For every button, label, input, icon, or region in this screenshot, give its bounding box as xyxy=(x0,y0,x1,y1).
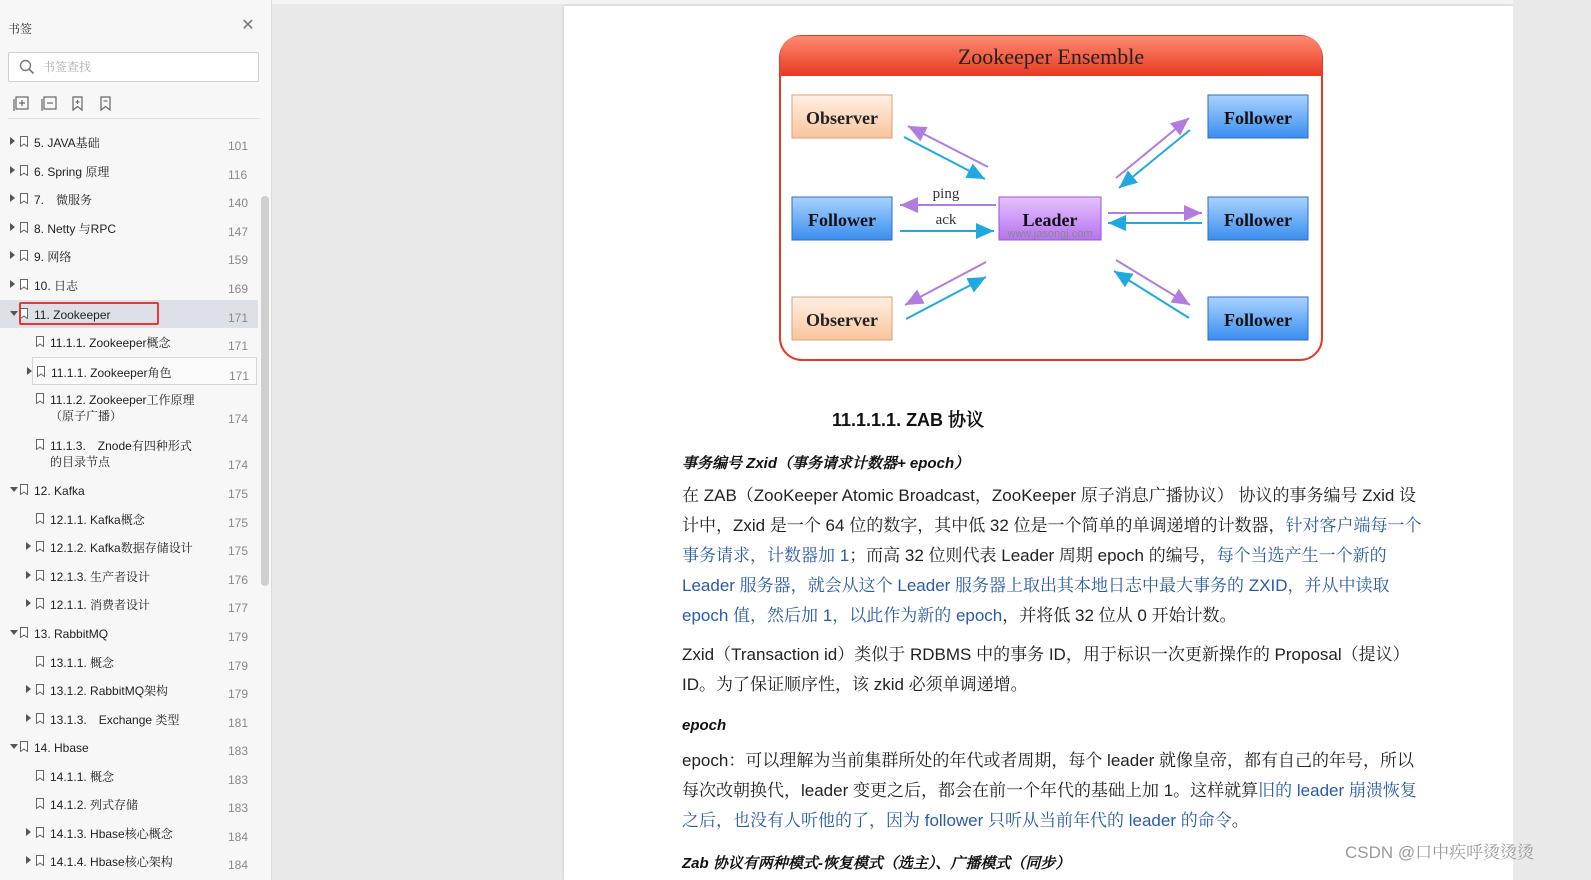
observer-node-top xyxy=(792,95,892,138)
bookmark-item[interactable] xyxy=(0,762,258,790)
bookmark-item[interactable] xyxy=(0,476,258,504)
epoch-subheading: epoch xyxy=(682,717,727,734)
bookmark-page-number: 179 xyxy=(228,630,249,644)
sidebar-header xyxy=(0,14,272,42)
bookmark-label: 13.1.1. 概念 xyxy=(50,656,115,670)
document-viewer xyxy=(272,0,1591,880)
bookmark-page-number: 175 xyxy=(228,544,249,558)
bookmark-item[interactable] xyxy=(0,790,258,818)
bookmark-label: 8. Netty 与RPC xyxy=(34,222,117,236)
bookmark-page-number: 183 xyxy=(228,773,249,787)
bookmark-flag-icon xyxy=(20,250,28,261)
chevron-right-icon[interactable] xyxy=(10,280,15,288)
bookmark-sidebar xyxy=(0,0,272,880)
bookmark-flag-icon xyxy=(36,513,44,524)
chevron-right-icon[interactable] xyxy=(26,599,31,607)
bookmark-page-number: 183 xyxy=(228,744,249,758)
leader-label: Leader xyxy=(1022,210,1078,230)
bookmark-page-number: 176 xyxy=(228,573,249,587)
zxid-text-b: 针对客户端每一个事务请求，计数器加 1 xyxy=(682,516,1422,565)
epoch-text-a: epoch：可以理解为当前集群所处的年代或者周期，每个 leader 就像皇帝，都有自己的年号，所以每次改朝换代，leader 变更之后，都会在前一个年代的基础上加 1。这样就算 xyxy=(682,751,1415,800)
bookmark-label: 12.1.1. 消费者设计 xyxy=(50,598,151,612)
bookmark-flag-icon xyxy=(36,713,44,724)
bookmark-flag-icon xyxy=(20,193,28,204)
bookmark-item[interactable] xyxy=(0,157,258,185)
observer-label-top: Observer xyxy=(806,108,878,128)
bookmark-flag-icon xyxy=(20,165,28,176)
bookmark-label: 14.1.3. Hbase核心概念 xyxy=(50,827,173,841)
pdf-page xyxy=(564,6,1513,880)
chevron-right-icon[interactable] xyxy=(26,856,31,864)
bookmark-label: 12.1.2. Kafka数据存储设计 xyxy=(50,541,193,555)
viewer-top-edge xyxy=(272,0,1591,4)
chevron-right-icon[interactable] xyxy=(26,571,31,579)
bookmark-page-number: 177 xyxy=(228,601,249,615)
bookmark-item[interactable] xyxy=(0,819,258,847)
bookmark-page-number: 101 xyxy=(228,139,249,153)
epoch-text-c: 。 xyxy=(1231,811,1249,830)
bookmark-flag-icon xyxy=(20,136,28,147)
bookmark-label: 12.1.1. Kafka概念 xyxy=(50,513,145,527)
chevron-down-icon[interactable] xyxy=(10,487,18,492)
bookmark-page-number: 116 xyxy=(228,168,248,182)
bookmark-label: 12. Kafka xyxy=(34,484,85,498)
bookmark-flag-icon xyxy=(20,627,28,638)
bookmark-page-number: 179 xyxy=(228,687,249,701)
bookmark-flag-icon xyxy=(36,656,44,667)
zxid-text-a: 在 ZAB（ZooKeeper Atomic Broadcast，ZooKeeper 原子消息广播协议） 协议的事务编号 Zxid 设计中，Zxid 是一个 64 位的数字，其中低 32 位是一个简单的单调递增的计数器， xyxy=(682,486,1417,535)
zab-modes-subheading: Zab 协议有两种模式-恢复模式（选主）、广播模式（同步） xyxy=(682,855,1071,872)
bookmark-label: 13. RabbitMQ xyxy=(34,627,109,641)
bookmark-page-number: 174 xyxy=(228,412,249,426)
sidebar-divider xyxy=(8,118,260,119)
ping-label: ping xyxy=(932,186,960,202)
bookmark-item[interactable] xyxy=(0,733,258,761)
bookmark-label: 11.1.1. Zookeeper概念 xyxy=(50,336,171,350)
zxid-text-c: ；而高 32 位则代表 Leader 周期 epoch 的编号， xyxy=(849,546,1217,565)
bookmark-item[interactable] xyxy=(0,847,258,875)
bookmark-flag-icon xyxy=(36,541,44,552)
bookmark-label: 13.1.2. RabbitMQ架构 xyxy=(50,684,169,698)
follower-label-bottom-right: Follower xyxy=(1224,310,1292,330)
bookmark-item[interactable] xyxy=(0,619,258,647)
bookmark-flag-icon xyxy=(36,598,44,609)
expand-all-icon[interactable] xyxy=(12,94,32,114)
bookmark-page-number: 181 xyxy=(228,716,249,730)
zookeeper-ensemble-diagram xyxy=(778,34,1324,364)
bookmark-item[interactable] xyxy=(0,242,258,270)
chevron-down-icon[interactable] xyxy=(10,744,18,749)
sidebar-title: 书签 xyxy=(8,22,33,36)
bookmark-flag-icon xyxy=(36,827,44,838)
bookmark-label: 7. 微服务 xyxy=(34,193,93,207)
bookmark-label: 14.1.2. 列式存储 xyxy=(50,798,139,812)
chevron-right-icon[interactable] xyxy=(10,166,15,174)
follower-node-bottom-right xyxy=(1208,297,1308,340)
bookmark-page-number: 175 xyxy=(228,516,249,530)
bookmark-item[interactable] xyxy=(0,705,258,733)
bookmark-label: 9. 网络 xyxy=(34,250,72,264)
bookmark-page-number: 179 xyxy=(228,659,249,673)
follower-label-mid-right: Follower xyxy=(1224,210,1292,230)
bookmark-label: 6. Spring 原理 xyxy=(34,165,110,179)
follower-label-top-right: Follower xyxy=(1224,108,1292,128)
ack-label: ack xyxy=(935,212,957,228)
bookmark-page-number: 183 xyxy=(228,801,249,815)
chevron-right-icon[interactable] xyxy=(26,685,31,693)
observer-node-bottom xyxy=(792,297,892,340)
bookmark-label: 5. JAVA基础 xyxy=(34,136,100,150)
follower-label-left: Follower xyxy=(808,210,876,230)
bookmark-flag-icon xyxy=(36,393,44,404)
bookmark-page-number: 169 xyxy=(228,282,249,296)
observer-label-bottom: Observer xyxy=(806,310,878,330)
zxid-paragraph xyxy=(682,481,1427,631)
chevron-right-icon[interactable] xyxy=(10,223,15,231)
chevron-down-icon[interactable] xyxy=(10,630,18,635)
bookmark-page-number: 171 xyxy=(228,339,249,353)
collapse-all-icon[interactable] xyxy=(40,94,60,114)
bookmark-page-number: 171 xyxy=(228,311,249,325)
bookmark-item[interactable] xyxy=(0,590,258,618)
sidebar-scrollbar[interactable] xyxy=(261,196,269,586)
bookmark-flag-icon xyxy=(36,439,44,450)
bookmark-label: 11.1.1. Zookeeper角色 xyxy=(51,366,172,380)
bookmark-page-number: 174 xyxy=(228,458,249,472)
diagram-title: Zookeeper Ensemble xyxy=(957,44,1145,69)
bookmark-flag-icon xyxy=(20,279,28,290)
follower-node-top-right xyxy=(1208,95,1308,138)
bookmark-flag-icon xyxy=(36,770,44,781)
bookmark-item[interactable] xyxy=(0,271,258,299)
zxid-subheading: 事务编号 Zxid（事务请求计数器+ epoch） xyxy=(682,455,970,472)
bookmark-item[interactable] xyxy=(0,562,258,590)
chevron-right-icon[interactable] xyxy=(27,367,32,375)
bookmark-label: 14. Hbase xyxy=(34,741,89,755)
bookmark-search-input[interactable] xyxy=(43,58,248,76)
bookmark-flag-icon xyxy=(20,308,28,319)
viewer-right-gutter xyxy=(1513,0,1591,880)
chevron-right-icon[interactable] xyxy=(10,251,15,259)
bookmark-label: 12.1.3. 生产者设计 xyxy=(50,570,151,584)
bookmark-flag-icon xyxy=(36,336,44,347)
epoch-paragraph xyxy=(682,746,1427,836)
chevron-right-icon[interactable] xyxy=(26,714,31,722)
bookmark-page-number: 147 xyxy=(228,225,249,239)
bookmark-icon[interactable] xyxy=(96,94,116,114)
bookmark-label: 11.1.3. Znode有四种形式的目录节点 xyxy=(50,439,192,469)
bookmark-page-number: 159 xyxy=(228,253,249,267)
bookmark-search-box[interactable] xyxy=(8,52,259,82)
chevron-right-icon[interactable] xyxy=(26,542,31,550)
bookmark-label: 10. 日志 xyxy=(34,279,79,293)
bookmark-page-number: 184 xyxy=(228,858,249,872)
follower-node-left xyxy=(792,197,892,240)
bookmark-page-number: 184 xyxy=(228,830,249,844)
bookmark-page-number: 175 xyxy=(228,487,249,501)
search-icon xyxy=(19,59,35,75)
close-icon[interactable]: ✕ xyxy=(241,17,255,34)
bookmark-label: 11.1.2. Zookeeper工作原理（原子广播） xyxy=(50,393,195,423)
chevron-down-icon[interactable] xyxy=(10,311,18,316)
leader-node xyxy=(999,197,1101,240)
bookmark-item[interactable] xyxy=(32,357,257,385)
chevron-right-icon[interactable] xyxy=(10,194,15,202)
add-bookmark-icon[interactable] xyxy=(68,94,88,114)
bookmark-item[interactable] xyxy=(0,128,258,156)
bookmark-flag-icon xyxy=(36,570,44,581)
csdn-watermark: CSDN @口中疾呼烫烫烫 xyxy=(1345,843,1535,862)
bookmark-label: 14.1.1. 概念 xyxy=(50,770,115,784)
bookmark-flag-icon xyxy=(36,855,44,866)
bookmark-item[interactable] xyxy=(0,300,258,328)
bookmark-item[interactable] xyxy=(0,385,258,429)
transaction-id-paragraph: Zxid（Transaction id）类似于 RDBMS 中的事务 ID，用于标识一次更新操作的 Proposal（提议）ID。为了保证顺序性，该 zkid 必须单调递增。 xyxy=(682,645,1410,694)
bookmark-flag-icon xyxy=(20,222,28,233)
bookmark-flag-icon xyxy=(36,684,44,695)
bookmark-page-number: 171 xyxy=(229,369,250,383)
bookmark-label: 11. Zookeeper xyxy=(34,308,111,322)
follower-node-mid-right xyxy=(1208,197,1308,240)
bookmark-item[interactable] xyxy=(0,185,258,213)
bookmark-flag-icon xyxy=(20,741,28,752)
bookmark-item[interactable] xyxy=(0,431,258,475)
bookmark-flag-icon xyxy=(36,798,44,809)
section-heading: 11.1.1.1. ZAB 协议 xyxy=(832,410,985,430)
bookmark-label: 13.1.3. Exchange 类型 xyxy=(50,713,180,727)
bookmark-item[interactable] xyxy=(0,214,258,242)
bookmark-item[interactable] xyxy=(0,533,258,561)
bookmark-flag-icon xyxy=(20,484,28,495)
epoch-text-b: 旧的 leader 崩溃恢复之后，也没有人听他的了，因为 follower 只听从当前年代的 leader 的命令 xyxy=(682,781,1417,830)
bookmark-item[interactable] xyxy=(0,676,258,704)
bookmark-item[interactable] xyxy=(0,648,258,676)
zxid-text-e: ，并将低 32 位从 0 开始计数。 xyxy=(1002,606,1237,625)
bookmark-item[interactable] xyxy=(0,505,258,533)
site-watermark: www.jasongj.com xyxy=(1007,228,1093,240)
zxid-text-d: 每个当选产生一个新的 Leader 服务器，就会从这个 Leader 服务器上取出其本地日志中最大事务的 ZXID，并从中读取 epoch 值，然后加 1，以此作为新的 epoch xyxy=(682,546,1390,625)
bookmark-flag-icon xyxy=(37,366,45,377)
chevron-right-icon[interactable] xyxy=(26,828,31,836)
chevron-right-icon[interactable] xyxy=(10,137,15,145)
bookmark-label: 14.1.4. Hbase核心架构 xyxy=(50,855,173,869)
bookmark-page-number: 140 xyxy=(228,196,249,210)
bookmark-item[interactable] xyxy=(0,328,258,356)
